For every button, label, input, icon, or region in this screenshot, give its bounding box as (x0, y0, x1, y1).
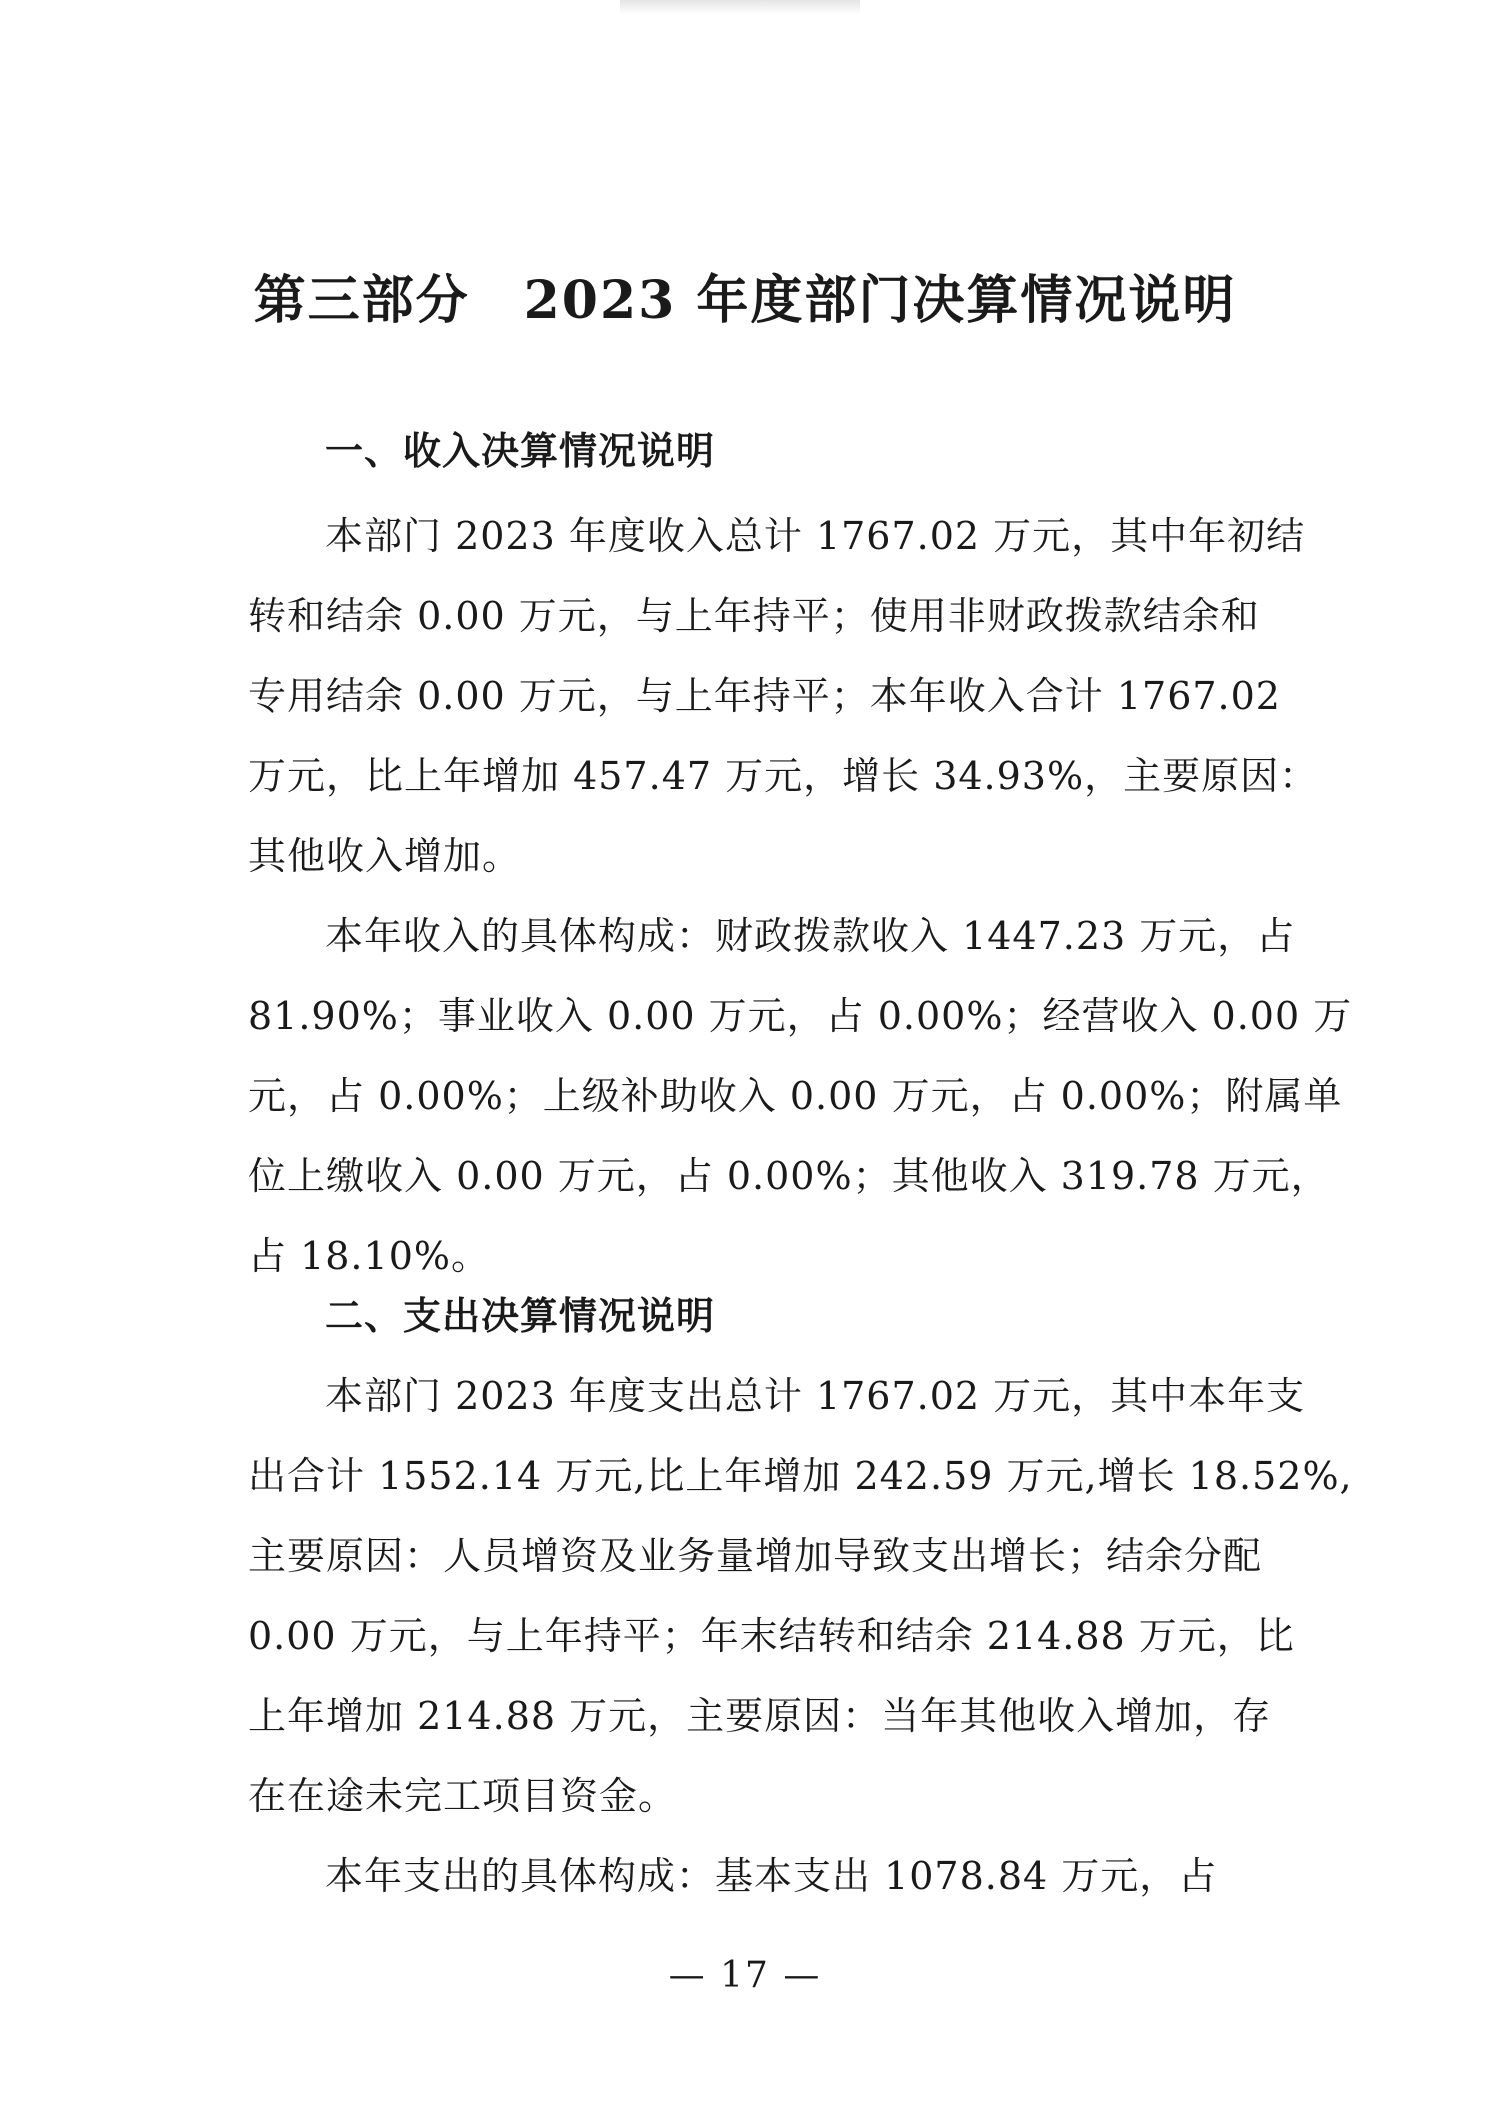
text-line: 主要原因：人员增资及业务量增加导致支出增长；结余分配 (248, 1534, 1263, 1578)
text-line: 本年支出的具体构成：基本支出 1078.84 万元，占 (325, 1854, 1218, 1898)
text-line: 其他收入增加。 (248, 834, 522, 878)
text-line: 本部门 2023 年度支出总计 1767.02 万元，其中本年支 (325, 1374, 1306, 1418)
text-line: 占 18.10%。 (248, 1234, 490, 1278)
section-heading-income: 一、收入决算情况说明 (325, 429, 716, 473)
section-heading-expenditure: 二、支出决算情况说明 (325, 1294, 716, 1338)
page-title: 第三部分 2023 年度部门决算情况说明 (253, 270, 1237, 331)
text-line: 0.00 万元，与上年持平；年末结转和结余 214.88 万元，比 (248, 1614, 1295, 1658)
scan-artifact (620, 0, 860, 14)
text-line: 位上缴收入 0.00 万元，占 0.00%；其他收入 319.78 万元， (248, 1154, 1330, 1198)
text-line: 万元，比上年增加 457.47 万元，增长 34.93%，主要原因： (248, 754, 1319, 798)
text-line: 元，占 0.00%；上级补助收入 0.00 万元，占 0.00%；附属单 (248, 1074, 1343, 1118)
text-line: 81.90%；事业收入 0.00 万元，占 0.00%；经营收入 0.00 万 (248, 994, 1353, 1038)
text-line: 在在途未完工项目资金。 (248, 1774, 678, 1818)
text-line: 本部门 2023 年度收入总计 1767.02 万元，其中年初结 (325, 514, 1306, 558)
text-line: 转和结余 0.00 万元，与上年持平；使用非财政拨款结余和 (248, 594, 1260, 638)
text-line: 专用结余 0.00 万元，与上年持平；本年收入合计 1767.02 (248, 674, 1281, 718)
page-number: — 17 — (668, 1955, 822, 1996)
text-line: 上年增加 214.88 万元，主要原因：当年其他收入增加，存 (248, 1694, 1272, 1738)
text-line: 出合计 1552.14 万元,比上年增加 242.59 万元,增长 18.52%, (248, 1454, 1353, 1498)
text-line: 本年收入的具体构成：财政拨款收入 1447.23 万元，占 (325, 914, 1296, 958)
